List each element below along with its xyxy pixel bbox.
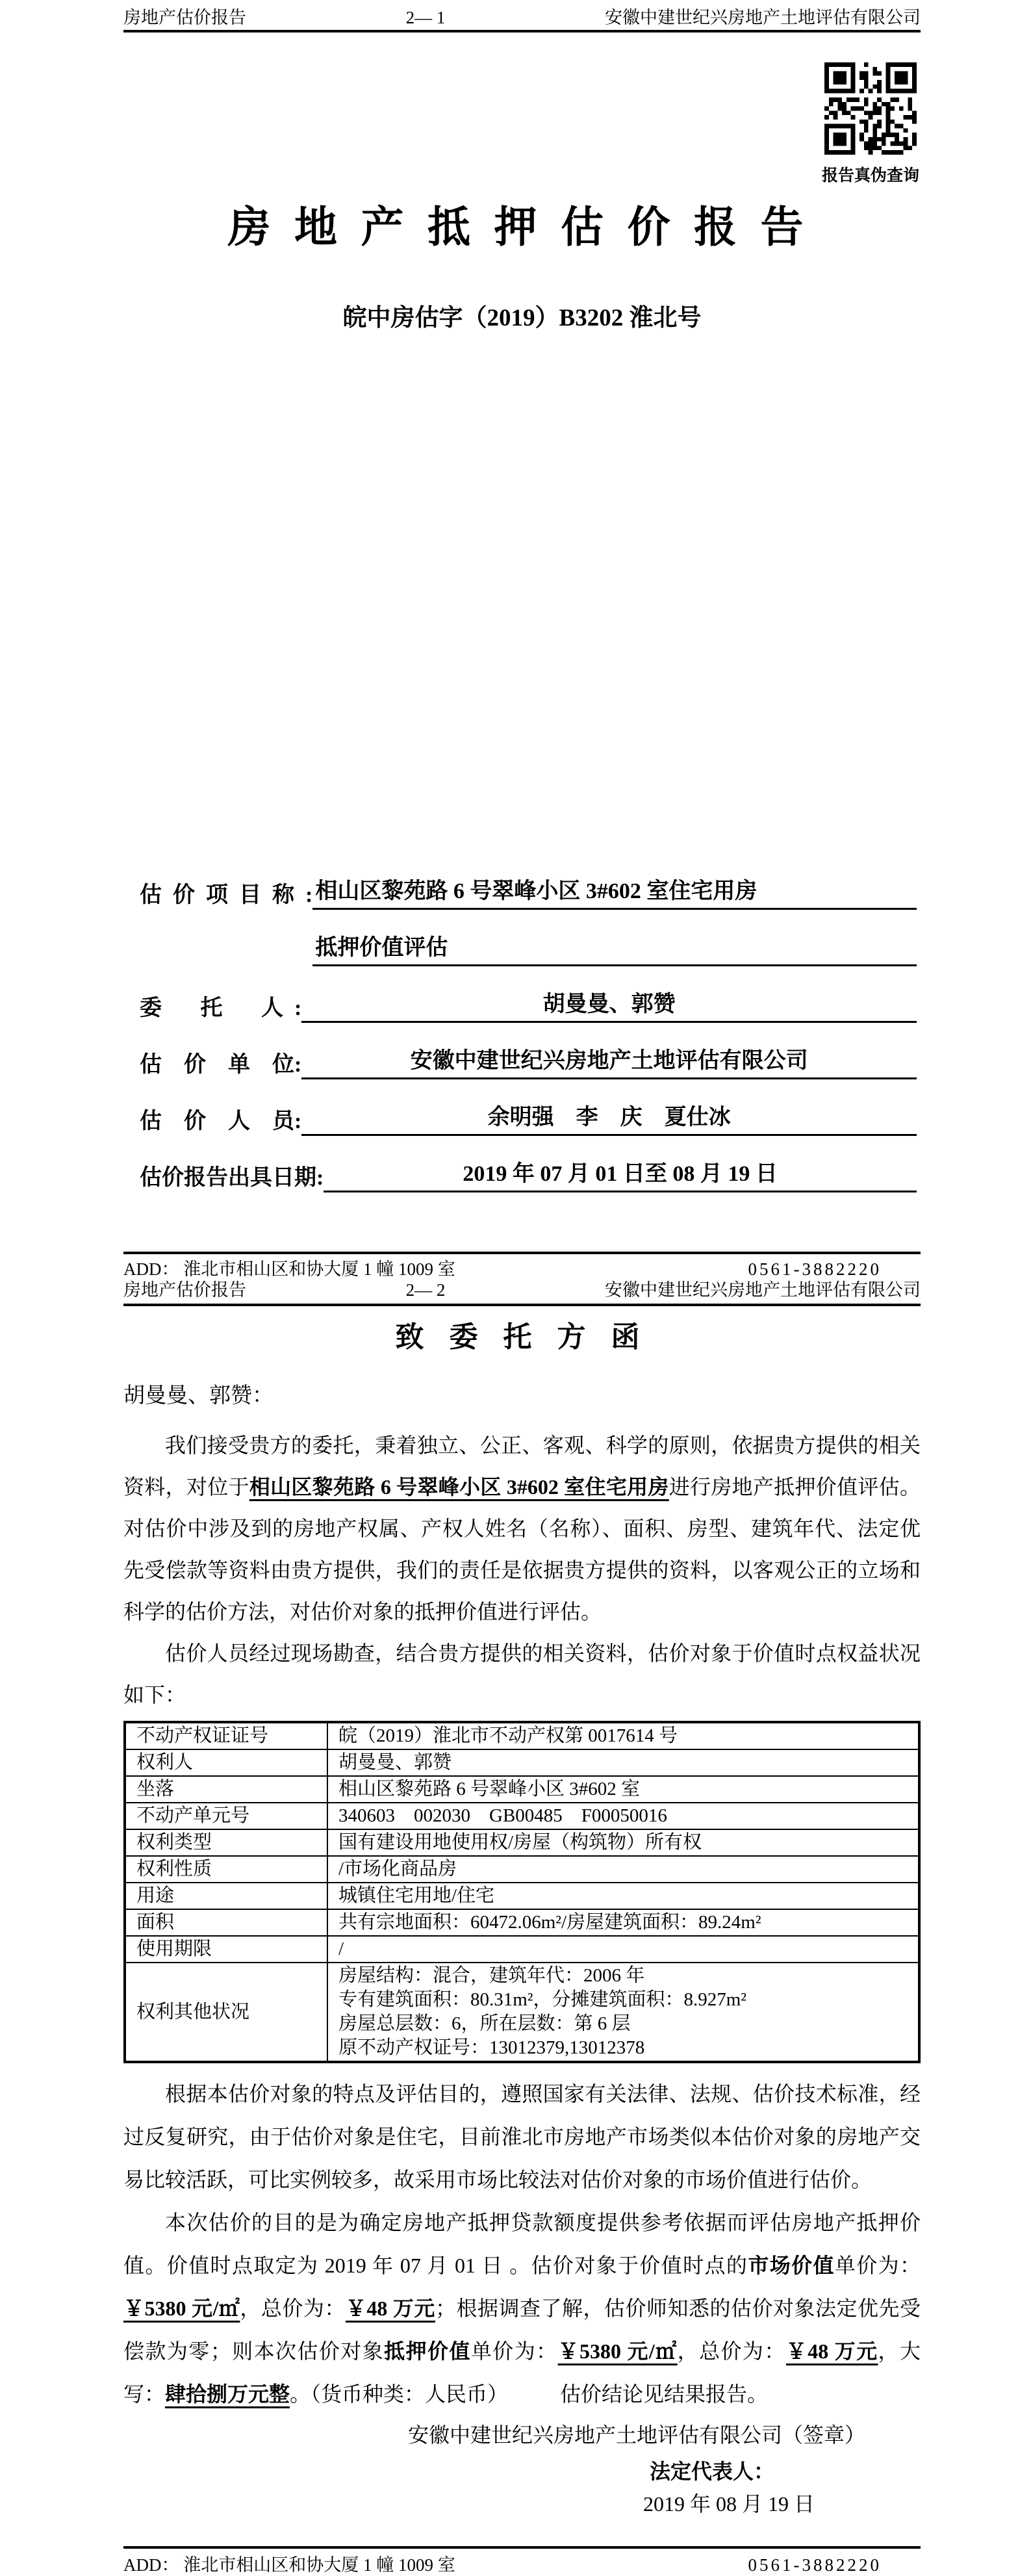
field-project-label: 估 价 项 目 称 : bbox=[140, 883, 313, 907]
table-row-use-term: 使用期限 / bbox=[125, 1936, 919, 1963]
letter-salutation: 胡曼曼、郭赞： bbox=[123, 1384, 274, 1408]
field-client bbox=[140, 990, 917, 1023]
mortgage-unit-price: ￥5380 元/㎡ bbox=[557, 2339, 678, 2363]
page2 bbox=[123, 1279, 921, 2576]
mortgage-value-label: 抵押价值 bbox=[384, 2339, 471, 2363]
table-row-unit-number: 不动产单元号 340603 002030 GB00485 F00050016 bbox=[125, 1803, 919, 1829]
report-number: 皖中房估字（2019）B3202 淮北号 bbox=[342, 305, 702, 331]
header-company-name: 安徽中建世纪兴房地产土地评估有限公司 bbox=[605, 8, 921, 27]
header-doc-type: 房地产估价报告 bbox=[123, 1280, 246, 1300]
table-row-right-type: 权利类型 国有建设用地使用权/房屋（构筑物）所有权 bbox=[125, 1829, 919, 1856]
header-doc-type: 房地产估价报告 bbox=[123, 8, 246, 27]
table-row-owner: 权利人 胡曼曼、郭赞 bbox=[125, 1749, 919, 1776]
field-issue-date-label: 估价报告出具日期: bbox=[140, 1166, 324, 1190]
letter-paragraph-1: 我们接受贵方的委托，秉着独立、公正、客观、科学的原则，依据贵方提供的相关资料，对位于相山区黎苑路 6 号翠峰小区 3#602 室住宅用房进行房地产抵押价值评估。对估价中涉及到的房地产权属、产权人姓名（名称）、面积、房型、建筑年代、法定优先受偿款等资料由贵方提供，我们的责任是依据贵方提供的资料，以客观公正的立场和科学的估价方法，对估价对象的抵押价值进行评估。 bbox=[123, 1434, 921, 1623]
cover-fields bbox=[140, 877, 917, 1217]
market-unit-price: ￥5380 元/㎡ bbox=[123, 2297, 240, 2320]
page2-header bbox=[123, 1279, 921, 1306]
qr-verification-block bbox=[822, 62, 919, 186]
field-client-label: 委 托 人 : bbox=[140, 996, 302, 1020]
page2-footer bbox=[123, 2546, 921, 2576]
header-company-name: 安徽中建世纪兴房地产土地评估有限公司 bbox=[605, 1280, 921, 1300]
letter-paragraph-2: 估价人员经过现场勘查，结合贵方提供的相关资料，估价对象于价值时点权益状况如下： bbox=[123, 1642, 921, 1707]
field-agency-value: 安徽中建世纪兴房地产土地评估有限公司 bbox=[301, 1047, 917, 1079]
field-valuers bbox=[140, 1103, 917, 1136]
other-status-line-1: 房屋结构：混合，建筑年代：2006 年 bbox=[338, 1965, 645, 1986]
property-address-emphasis: 相山区黎苑路 6 号翠峰小区 3#602 室住宅用房 bbox=[249, 1475, 669, 1499]
field-agency bbox=[140, 1047, 917, 1079]
header-page-number: 2— 2 bbox=[405, 1280, 446, 1300]
table-row-other-status: 权利其他状况 房屋结构：混合，建筑年代：2006 年 专有建筑面积：80.31m²，分摊建筑面积：8.927m² 房屋总层数：6，所在层数：第 6 层 原不动产权证号：13012379,13012378 bbox=[125, 1963, 919, 2062]
qr-caption: 报告真伪查询 bbox=[822, 167, 920, 185]
table-row-right-nature: 权利性质 /市场化商品房 bbox=[125, 1856, 919, 1883]
table-row-cert-number: 不动产权证证号 皖（2019）淮北市不动产权第 0017614 号 bbox=[125, 1722, 919, 1749]
amount-in-words: 肆拾捌万元整 bbox=[165, 2382, 290, 2406]
field-project-name-line2 bbox=[140, 934, 917, 966]
mortgage-total-price: ￥48 万元 bbox=[785, 2339, 878, 2363]
field-agency-label: 估 价 单 位: bbox=[140, 1053, 302, 1077]
footer-address: ADD： 淮北市相山区和协大厦 1 幢 1009 室 bbox=[123, 1259, 455, 1279]
field-valuers-value: 余明强 李 庆 夏仕冰 bbox=[301, 1103, 917, 1136]
market-total-price: ￥48 万元 bbox=[345, 2297, 435, 2320]
other-status-line-2: 专有建筑面积：80.31m²，分摊建筑面积：8.927m² bbox=[338, 1989, 747, 2010]
field-client-value: 胡曼曼、郭赞 bbox=[301, 990, 917, 1023]
field-project-value-line2: 抵押价值评估 bbox=[312, 934, 917, 966]
table-row-location: 坐落 相山区黎苑路 6 号翠峰小区 3#602 室 bbox=[125, 1776, 919, 1803]
field-project-name bbox=[140, 877, 917, 910]
page1-header bbox=[123, 6, 921, 32]
other-status-line-4: 原不动产权证号：13012379,13012378 bbox=[338, 2037, 645, 2058]
other-status-line-3: 房屋总层数：6，所在层数：第 6 层 bbox=[338, 2013, 631, 2034]
field-issue-date-value: 2019 年 07 月 01 日至 08 月 19 日 bbox=[324, 1160, 917, 1192]
property-rights-table bbox=[123, 1721, 921, 2063]
header-page-number: 2— 1 bbox=[405, 8, 446, 27]
letter-paragraph-4: 本次估价的目的是为确定房地产抵押贷款额度提供参考依据而评估房地产抵押价值。价值时点取定为 2019 年 07 月 01 日 。估价对象于价值时点的市场价值单价为：￥5380 元/㎡，总价为：￥48 万元；根据调查了解，估价师知悉的估价对象法定优先受偿款为零；则本次估价对象抵押价值单价为：￥5380 元/㎡，总价为：￥48 万元，大写：肆拾捌万元整。（货币种类：人民币） 估价结论见结果报告。 bbox=[123, 2211, 921, 2406]
signature-date: 2019 年 08 月 19 日 bbox=[643, 2492, 815, 2516]
letter-title: 致 委 托 方 函 bbox=[395, 1321, 649, 1353]
report-title: 房 地 产 抵 押 估 价 报 告 bbox=[227, 204, 810, 251]
page1-footer bbox=[123, 1252, 921, 1280]
table-row-area: 面积 共有宗地面积：60472.06m²/房屋建筑面积：89.24m² bbox=[125, 1909, 919, 1936]
market-value-label: 市场价值 bbox=[748, 2254, 835, 2277]
footer-address: ADD： 淮北市相山区和协大厦 1 幢 1009 室 bbox=[123, 2555, 455, 2575]
field-valuers-label: 估 价 人 员: bbox=[140, 1109, 302, 1133]
letter-paragraph-3: 根据本估价对象的特点及评估目的，遵照国家有关法律、法规、估价技术标准，经过反复研究，由于估价对象是住宅，目前淮北市房地产市场类似本估价对象的房地产交易比较活跃，可比实例较多，故采用市场比较法对估价对象的市场价值进行估价。 bbox=[123, 2082, 921, 2191]
footer-phone: 0561-3882220 bbox=[748, 2555, 882, 2575]
footer-phone: 0561-3882220 bbox=[748, 1259, 882, 1279]
signature-legal-rep: 法定代表人： bbox=[650, 2460, 775, 2483]
signature-company: 安徽中建世纪兴房地产土地评估有限公司（签章） bbox=[407, 2423, 865, 2447]
table-row-usage: 用途 城镇住宅用地/住宅 bbox=[125, 1883, 919, 1909]
field-issue-date bbox=[140, 1160, 917, 1192]
field-project-value-line1: 相山区黎苑路 6 号翠峰小区 3#602 室住宅用房 bbox=[312, 877, 917, 910]
qr-code bbox=[824, 62, 917, 155]
